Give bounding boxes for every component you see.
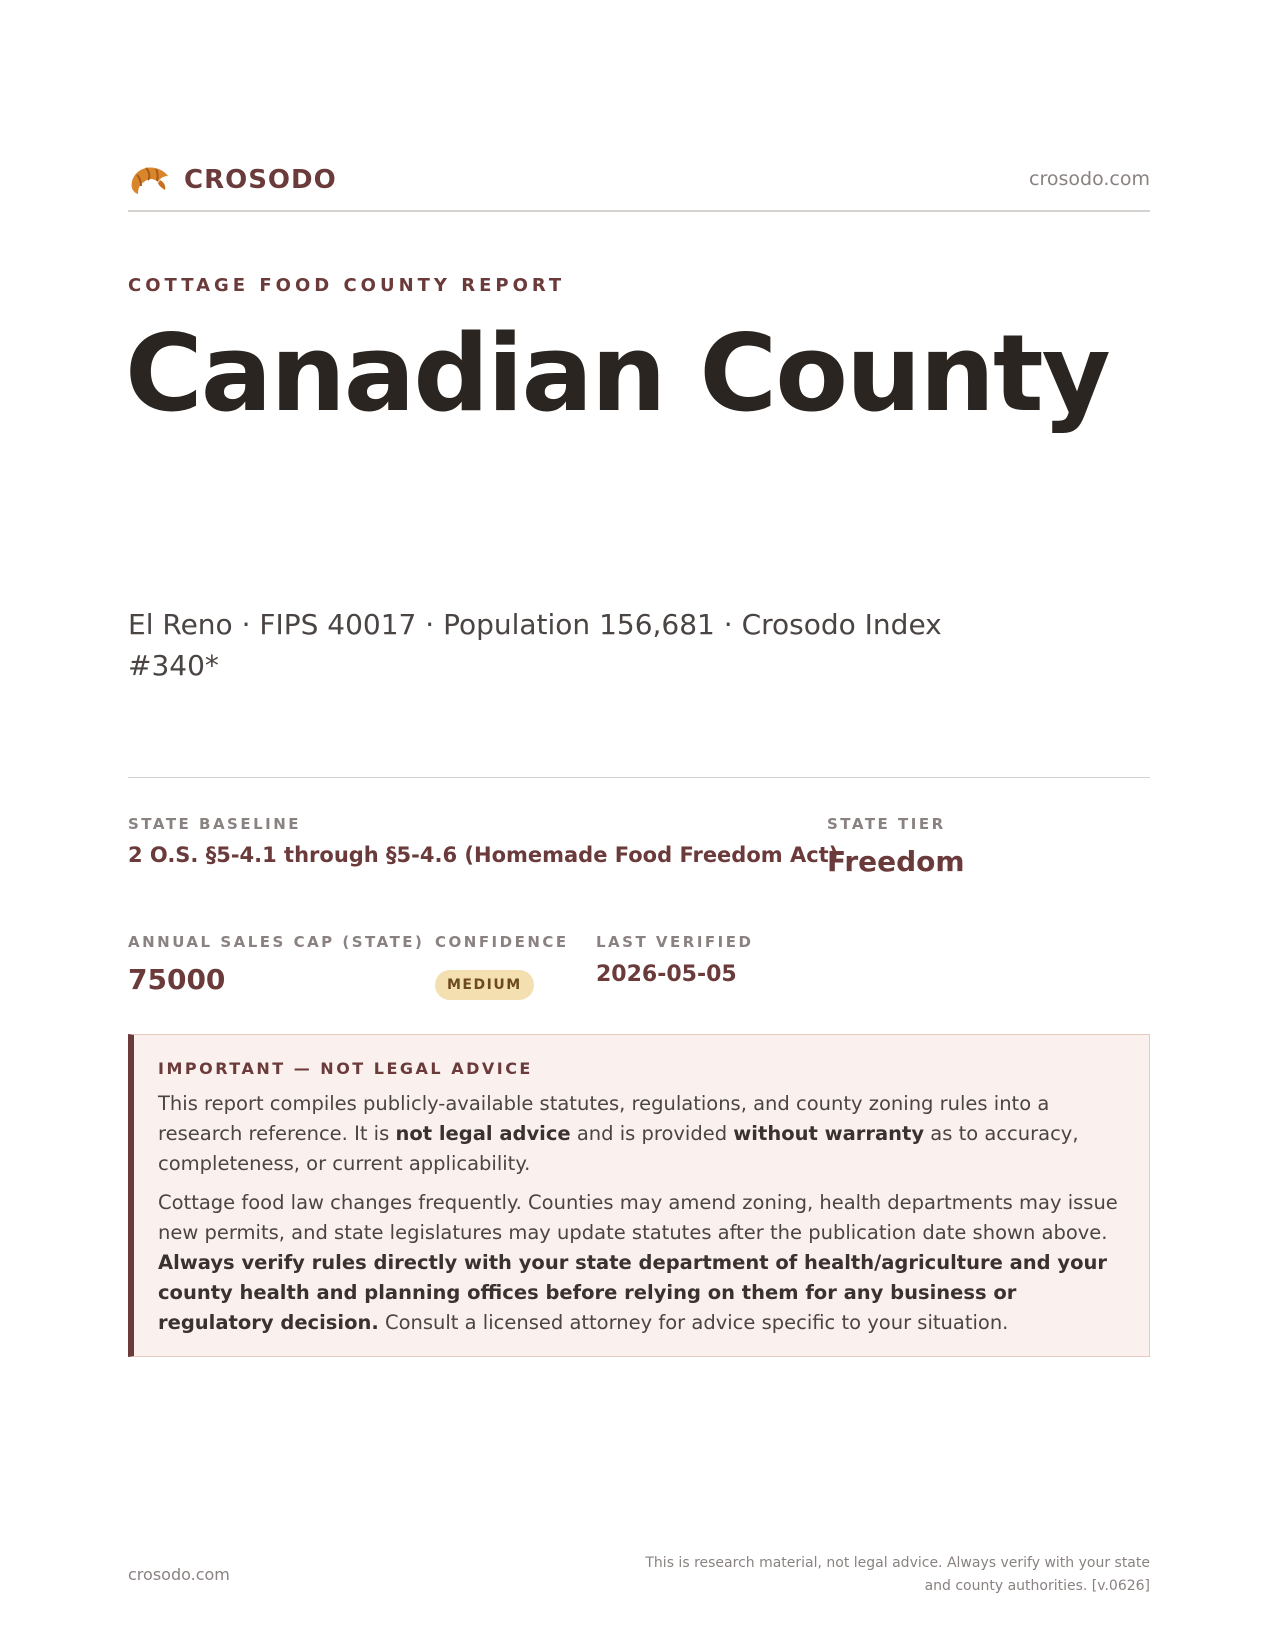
last-verified-label: LAST VERIFIED — [596, 933, 754, 951]
footer-disclaimer-line: This is research material, not legal advice. Always verify with your state — [645, 1555, 1150, 1571]
sales-cap-label: ANNUAL SALES CAP (STATE) — [128, 933, 425, 951]
state-tier-label: STATE TIER — [827, 815, 946, 833]
brand[interactable] — [128, 162, 337, 198]
page-header — [128, 158, 1150, 208]
footer-site: crosodo.com — [128, 1565, 230, 1584]
notice-text: and is provided — [570, 1122, 734, 1145]
state-baseline-label: STATE BASELINE — [128, 815, 302, 833]
report-eyebrow: COTTAGE FOOD COUNTY REPORT — [128, 275, 566, 296]
notice-title: IMPORTANT — NOT LEGAL ADVICE — [158, 1059, 533, 1078]
notice-text: Cottage food law changes frequently. Counties may amend zoning, health departments may issue new permits, and state legislatures may update statutes after the publication date shown above. — [158, 1191, 1118, 1244]
confidence-badge: MEDIUM — [435, 970, 534, 1000]
county-subtitle: El Reno · FIPS 40017 · Population 156,681 · Crosodo Index #340* — [128, 608, 942, 682]
notice-emphasis: Always verify rules directly with your state department of health/agriculture and your county health and planning offices before relying on them for any business or regulatory decision. — [158, 1251, 1108, 1334]
state-baseline-value: 2 O.S. §5-4.1 through §5-4.6 (Homemade Food Freedom Act) — [128, 843, 839, 867]
page-title: Canadian County — [125, 312, 1109, 435]
notice-emphasis: not legal advice — [395, 1122, 571, 1145]
header-site-link[interactable]: crosodo.com — [1029, 168, 1150, 190]
notice-emphasis: without warranty — [733, 1122, 925, 1145]
report-page — [128, 0, 1150, 1650]
state-tier-value: Freedom — [827, 845, 965, 878]
brand-name: CROSODO — [184, 165, 337, 195]
last-verified-value: 2026-05-05 — [596, 962, 737, 987]
notice-text: Consult a licensed attorney for advice specific to your situation. — [378, 1311, 1009, 1334]
sales-cap-value: 75000 — [128, 963, 226, 996]
footer-disclaimer-line: and county authorities. [v.0626] — [924, 1578, 1150, 1594]
notice-text: This report compiles publicly-available statutes, regulations, and county zoning rules into a research reference. It is — [158, 1092, 1050, 1145]
croissant-icon — [128, 162, 170, 198]
notice-text: as to accuracy, completeness, or current applicability. — [158, 1122, 1079, 1175]
confidence-label: CONFIDENCE — [435, 933, 569, 951]
